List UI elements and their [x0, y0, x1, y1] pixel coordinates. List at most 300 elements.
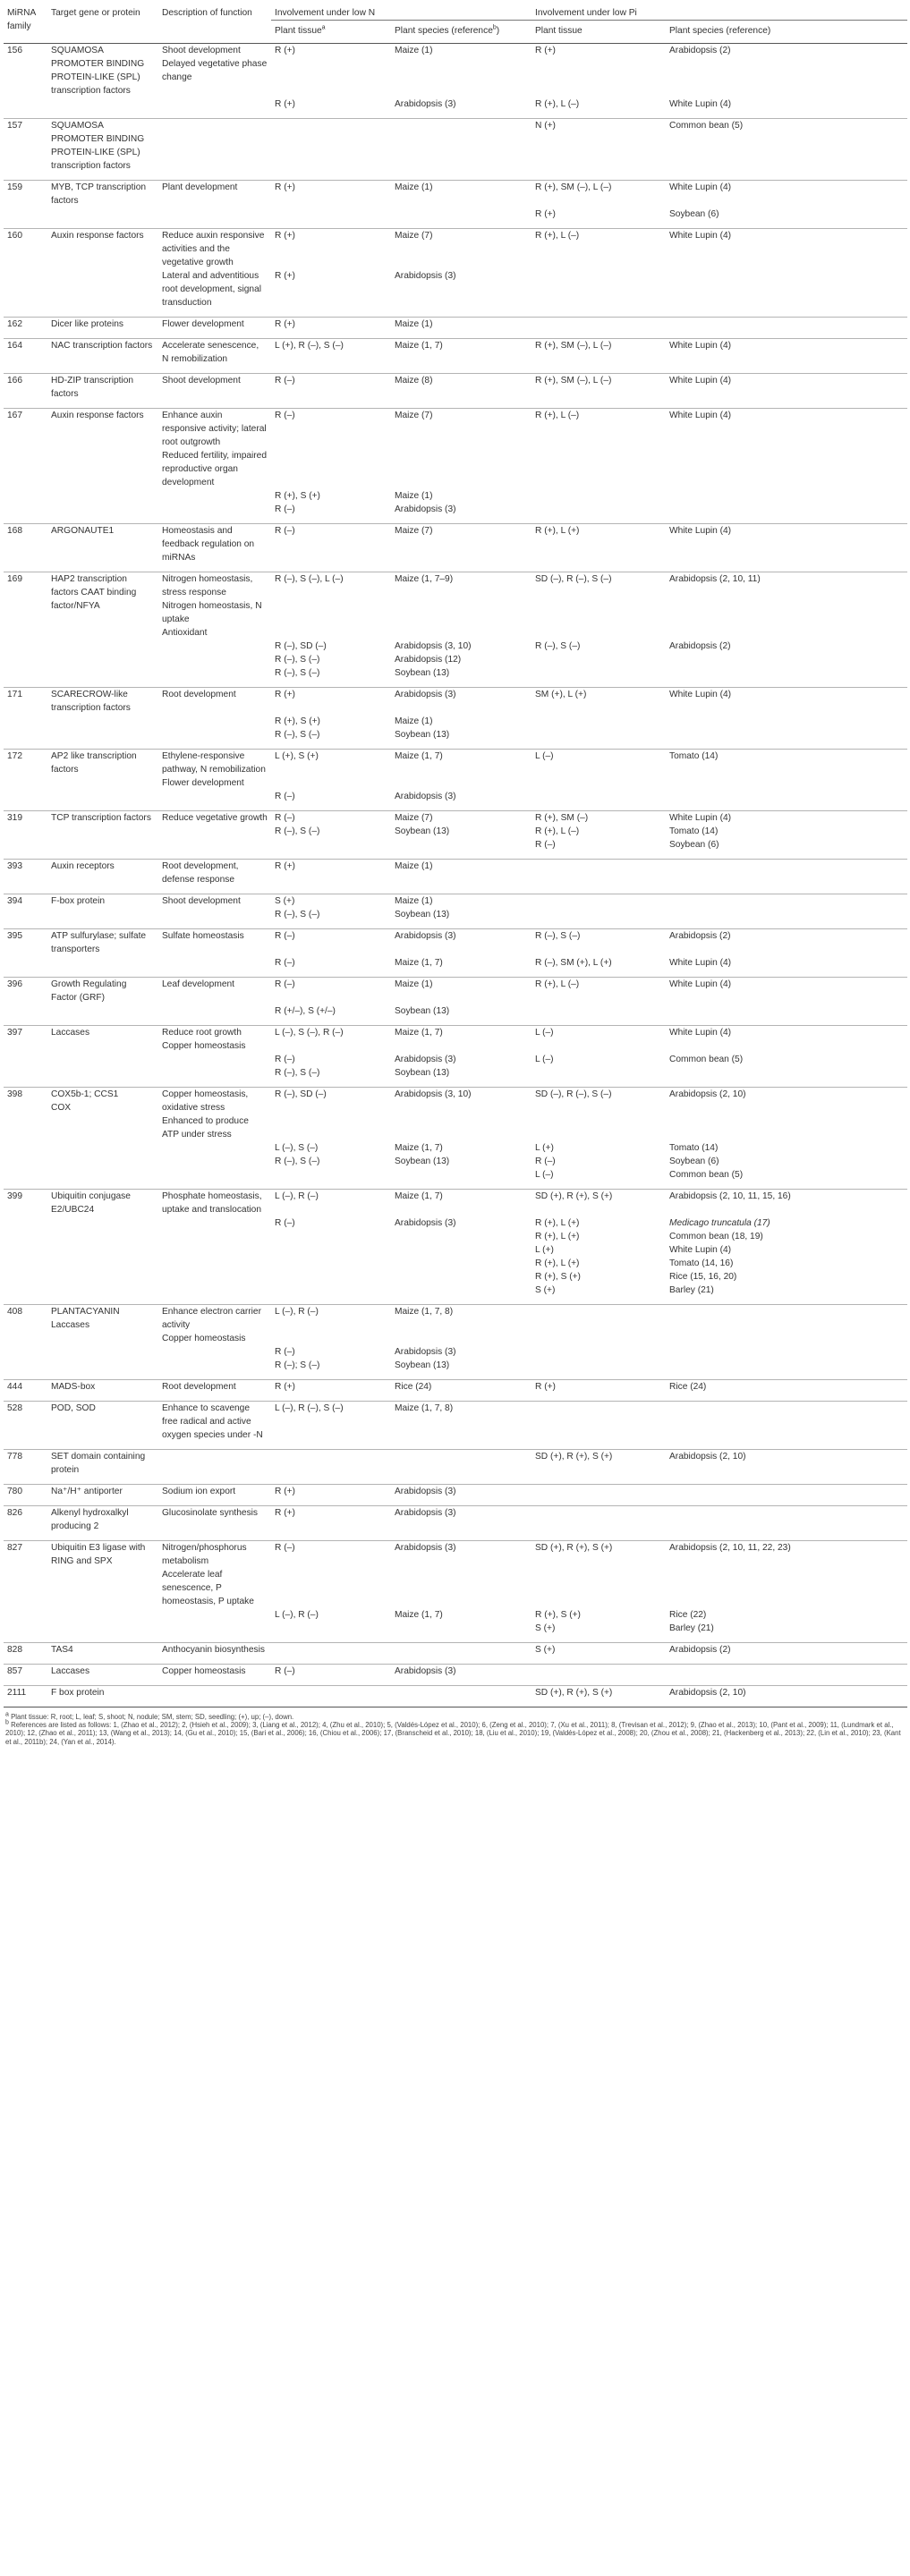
- target-cell: Na⁺/H⁺ antiporter: [47, 1485, 158, 1499]
- pi-tissue-cell: [532, 1345, 666, 1359]
- pi-species-cell: White Lupin (4): [669, 1245, 732, 1255]
- n-tissue-cell: R (+): [271, 1485, 391, 1499]
- target-cell: TCP transcription factors: [47, 811, 158, 826]
- mirna-family-cell: 168: [4, 524, 47, 565]
- pi-species-cell: White Lupin (4): [666, 339, 907, 367]
- pi-tissue-cell: L (+): [535, 1245, 554, 1255]
- pi-tissue-cell: R (+), SM (–), L (–): [532, 374, 666, 402]
- pi-tissue-cell: [532, 908, 666, 921]
- mirna-family-cell: 444: [4, 1380, 47, 1394]
- n-tissue-cell: R (–): [271, 1541, 391, 1609]
- pi-species-cell: White Lupin (4): [669, 958, 732, 968]
- mirna-family-cell: 157: [4, 119, 47, 174]
- mirna-family-cell: 2111: [4, 1686, 47, 1700]
- n-tissue-cell: R (+): [271, 181, 391, 208]
- n-tissue-cell: R (–), SD (–): [275, 641, 327, 651]
- description-cell: Root development, defense response: [158, 860, 271, 887]
- table-row: [4, 1359, 907, 1372]
- pi-tissue-cell: [532, 1665, 666, 1679]
- table-row: [4, 1485, 907, 1499]
- n-species-cell: Arabidopsis (3): [395, 1347, 456, 1357]
- mirna-family-cell: 528: [4, 1402, 47, 1443]
- row-spacer: [4, 1018, 907, 1026]
- table-row: [4, 1141, 907, 1155]
- target-cell: [47, 503, 158, 516]
- n-species-cell: [391, 1230, 532, 1243]
- target-cell: [47, 1230, 158, 1243]
- pi-tissue-cell: R (+), L (–): [532, 229, 666, 270]
- pi-tissue-cell: R (+), L (+): [532, 524, 666, 565]
- header-low-n: Involvement under low N: [271, 0, 532, 21]
- n-tissue-cell: R (–): [271, 1665, 391, 1679]
- mirna-family-cell: 397: [4, 1026, 47, 1054]
- target-cell: [47, 1257, 158, 1270]
- mirna-family-cell: 408: [4, 1305, 47, 1346]
- pi-species-cell: Arabidopsis (2): [669, 46, 731, 55]
- n-tissue-cell: R (+), S (+): [275, 491, 320, 501]
- table-row: [4, 318, 907, 332]
- target-cell: [47, 666, 158, 680]
- table-row: [4, 1190, 907, 1217]
- target-cell: [47, 1284, 158, 1297]
- n-tissue-cell: R (–): [271, 811, 391, 826]
- table-row: [4, 1506, 907, 1534]
- table-row: [4, 1686, 907, 1700]
- row-spacer: [4, 741, 907, 750]
- target-cell: Auxin receptors: [47, 860, 158, 887]
- n-species-cell: Soybean (13): [395, 1006, 450, 1016]
- n-species-cell: Arabidopsis (3): [395, 792, 456, 801]
- pi-species-cell: Arabidopsis (2, 10, 11): [666, 572, 907, 640]
- n-tissue-cell: R (–): [275, 792, 295, 801]
- target-cell: Dicer like proteins: [47, 318, 158, 332]
- description-cell: [158, 1257, 271, 1270]
- n-species-cell: Maize (1, 7): [395, 958, 443, 968]
- pi-species-cell: [666, 894, 907, 909]
- description-cell: Copper homeostasis: [158, 1665, 271, 1679]
- target-cell: Ubiquitin E3 ligase with RING and SPX: [47, 1541, 158, 1609]
- header-description: Description of function: [162, 8, 252, 18]
- description-cell: [158, 1450, 271, 1478]
- pi-tissue-cell: R (+), L (–): [532, 978, 666, 1005]
- target-cell: Alkenyl hydroxalkyl producing 2: [47, 1506, 158, 1534]
- mirna-family-cell: 857: [4, 1665, 47, 1679]
- n-species-cell: [391, 1686, 532, 1700]
- table-row: [4, 229, 907, 270]
- row-spacer: [4, 1678, 907, 1686]
- n-species-cell: Arabidopsis (3, 10): [395, 641, 472, 651]
- mirna-family-cell: 394: [4, 894, 47, 909]
- mirna-family-cell: [4, 1608, 47, 1622]
- target-cell: POD, SOD: [47, 1402, 158, 1443]
- description-cell: Leaf development: [158, 978, 271, 1005]
- pi-species-cell: [666, 1665, 907, 1679]
- n-tissue-cell: [271, 1284, 391, 1297]
- mirna-family-cell: 156: [7, 46, 22, 55]
- pi-species-cell: White Lupin (4): [666, 688, 907, 716]
- n-species-cell: Soybean (13): [395, 910, 450, 919]
- table-row: [4, 1345, 907, 1359]
- n-species-cell: Maize (1): [391, 978, 532, 1005]
- mirna-family-cell: [4, 1155, 47, 1168]
- row-spacer: [4, 331, 907, 339]
- description-cell: Shoot development: [158, 894, 271, 909]
- n-tissue-cell: R (–): [275, 1055, 295, 1064]
- mirna-family-cell: 162: [4, 318, 47, 332]
- mirna-family-cell: [4, 790, 47, 803]
- pi-species-cell: Soybean (6): [669, 840, 719, 850]
- pi-species-cell: White Lupin (4): [666, 181, 907, 208]
- pi-tissue-cell: [532, 653, 666, 666]
- n-species-cell: Arabidopsis (3): [391, 929, 532, 957]
- pi-species-cell: Tomato (14, 16): [669, 1258, 734, 1268]
- header-mirna-family: MiRNA family: [7, 8, 36, 31]
- footnote-b: $^b$ References are listed as follows: 1, (Zhao et al., 2012); 2, (Hsieh et al., 2009); 3, (Liang et al., 2012); 4, (Zhu et al., 2010); 5, (Valdés-López et al., 2010); 6, (Zeng et al., 2010); 7, (Xu et al., 2011); 8, (Trevisan et al., 2012); 9, (Zhao et al., 2013); 10, (Pant et al., 2009); 11, (Lundmark et al., 2010); 12, (Zhao et al., 2011); 13, (Wang et al., 2013); 14, (Gu et al., 2010); 15, (Bari et al., 2006); 16, (Chiou et al., 2006); 17, (Branscheid et al., 2010); 18, (Liu et al., 2010); 19, (Valdés-López et al., 2008); 20, (Zhou et al., 2008); 21, (Hackenberg et al., 2013); 22, (Lin et al., 2010); 23, (Kant et al., 2011b); 24, (Yan et al., 2014).: [5, 1719, 901, 1746]
- table-row: [4, 503, 907, 516]
- n-species-cell: Soybean (13): [395, 1068, 450, 1078]
- row-spacer: [4, 970, 907, 978]
- mirna-family-cell: 160: [4, 229, 47, 270]
- mirna-family-cell: [4, 97, 47, 111]
- table-row: [4, 860, 907, 887]
- description-cell: [158, 119, 271, 174]
- table-row: [4, 1088, 907, 1142]
- n-tissue-cell: R (–): [271, 929, 391, 957]
- pi-tissue-cell: SD (+), R (+), S (+): [532, 1190, 666, 1217]
- row-spacer: [4, 1657, 907, 1665]
- pi-tissue-cell: L (+): [535, 1143, 554, 1153]
- pi-species-cell: Rice (22): [669, 1610, 707, 1620]
- n-tissue-cell: S (+): [271, 894, 391, 909]
- target-cell: [47, 1141, 158, 1155]
- n-species-cell: Soybean (13): [395, 1360, 450, 1370]
- target-cell: MYB, TCP transcription factors: [47, 181, 158, 208]
- pi-tissue-cell: R (–): [535, 1157, 556, 1166]
- target-cell: Laccases: [47, 1026, 158, 1054]
- pi-species-cell: [666, 728, 907, 741]
- target-cell: Auxin response factors: [47, 229, 158, 270]
- n-tissue-cell: [271, 1243, 391, 1257]
- table-footnotes: [5, 1713, 905, 1746]
- footnote-a: $^a$ Plant tissue: R, root; L, leaf; S, shoot; N, nodule; SM, stem; SD, seedling; (+), up; (–), down.: [5, 1711, 294, 1721]
- mirna-family-cell: 167: [4, 409, 47, 490]
- mirna-family-cell: [4, 1345, 47, 1359]
- n-species-cell: Maize (1): [391, 894, 532, 909]
- pi-species-cell: [666, 318, 907, 332]
- target-cell: F-box protein: [47, 894, 158, 909]
- pi-species-cell: Common bean (5): [666, 119, 907, 174]
- row-spacer: [4, 921, 907, 929]
- n-tissue-cell: L (–), S (–), R (–): [271, 1026, 391, 1054]
- row-spacer: [4, 1182, 907, 1190]
- table-row: [4, 1450, 907, 1478]
- table-row: [4, 1004, 907, 1018]
- pi-tissue-cell: N (+): [532, 119, 666, 174]
- target-cell: [47, 1359, 158, 1372]
- n-species-cell: [391, 1643, 532, 1657]
- pi-tissue-cell: SD (–), R (–), S (–): [532, 572, 666, 640]
- pi-tissue-cell: L (–): [535, 1055, 554, 1064]
- table-row: [4, 1155, 907, 1168]
- n-species-cell: [391, 1450, 532, 1478]
- n-tissue-cell: R (–), S (–): [275, 730, 320, 740]
- pi-species-cell: Arabidopsis (2, 10, 11, 22, 23): [666, 1541, 907, 1609]
- table-row: [4, 572, 907, 640]
- n-species-cell: Maize (1): [391, 860, 532, 887]
- target-cell: [47, 956, 158, 970]
- n-tissue-cell: R (–): [271, 978, 391, 1005]
- pi-species-cell: [666, 1066, 907, 1080]
- target-cell: [47, 790, 158, 803]
- description-cell: Homeostasis and feedback regulation on miRNAs: [158, 524, 271, 565]
- pi-species-cell: White Lupin (4): [666, 978, 907, 1005]
- n-species-cell: Maize (7): [391, 409, 532, 490]
- mirna-family-cell: 778: [4, 1450, 47, 1478]
- n-tissue-cell: L (–), R (–), S (–): [271, 1402, 391, 1443]
- n-tissue-cell: R (–), S (–): [275, 826, 320, 836]
- header-pi-species: Plant species (reference): [669, 26, 771, 36]
- target-cell: Ubiquitin conjugase E2/UBC24: [47, 1190, 158, 1217]
- mirna-table: [4, 0, 907, 1707]
- target-cell: HD-ZIP transcription factors: [47, 374, 158, 402]
- table-row: [4, 1026, 907, 1054]
- n-species-cell: Maize (1): [391, 318, 532, 332]
- table-row: [4, 978, 907, 1005]
- table-row: [4, 838, 907, 852]
- mirna-family-cell: 164: [4, 339, 47, 367]
- n-tissue-cell: L (+), S (+): [271, 750, 391, 791]
- target-cell: [47, 1622, 158, 1635]
- description-cell: [158, 1622, 271, 1635]
- mirna-family-cell: 169: [4, 572, 47, 640]
- pi-tissue-cell: [532, 790, 666, 803]
- n-tissue-cell: [271, 208, 391, 221]
- description-cell: [158, 715, 271, 728]
- pi-tissue-cell: R (+), L (+): [535, 1232, 580, 1241]
- pi-species-cell: White Lupin (4): [669, 99, 732, 109]
- row-spacer: [4, 366, 907, 374]
- n-tissue-cell: [271, 838, 391, 852]
- pi-tissue-cell: R (+): [535, 209, 556, 219]
- n-species-cell: Arabidopsis (3, 10): [391, 1088, 532, 1142]
- pi-species-cell: [666, 790, 907, 803]
- pi-species-cell: Common bean (18, 19): [669, 1232, 763, 1241]
- description-cell: [158, 1608, 271, 1622]
- pi-tissue-cell: SD (+), R (+), S (+): [532, 1686, 666, 1700]
- table-row: [4, 1053, 907, 1066]
- target-cell: [47, 1345, 158, 1359]
- pi-species-cell: [666, 503, 907, 516]
- description-cell: Reduce auxin responsive activities and the vegetative growth: [158, 229, 271, 270]
- header-n-species: Plant species (reference$^b$): [395, 24, 500, 36]
- n-tissue-cell: R (+): [271, 318, 391, 332]
- pi-tissue-cell: [532, 1066, 666, 1080]
- n-species-cell: [391, 1284, 532, 1297]
- target-cell: [47, 1053, 158, 1066]
- pi-species-cell: Soybean (6): [669, 209, 719, 219]
- target-cell: [47, 640, 158, 653]
- row-spacer: [4, 173, 907, 181]
- pi-tissue-cell: R (+), S (+): [535, 1610, 581, 1620]
- pi-species-cell: [666, 715, 907, 728]
- description-cell: [158, 208, 271, 221]
- description-cell: [158, 1053, 271, 1066]
- n-tissue-cell: R (+): [275, 271, 295, 281]
- mirna-family-cell: 166: [4, 374, 47, 402]
- n-tissue-cell: L (–), R (–): [271, 1190, 391, 1217]
- mirna-family-cell: [4, 728, 47, 741]
- target-cell: [47, 1004, 158, 1018]
- target-cell: [47, 1216, 158, 1230]
- n-tissue-cell: R (–), S (–), L (–): [271, 572, 391, 640]
- table-row: [4, 489, 907, 503]
- table-row: [4, 44, 907, 98]
- table-row: [4, 1257, 907, 1270]
- mirna-family-cell: 399: [4, 1190, 47, 1217]
- header-pi-tissue: Plant tissue: [535, 26, 583, 36]
- target-cell: [47, 825, 158, 838]
- mirna-family-cell: [4, 1359, 47, 1372]
- pi-tissue-cell: L (–): [535, 1170, 554, 1180]
- pi-species-cell: Arabidopsis (2, 10, 11, 15, 16): [666, 1190, 907, 1217]
- n-species-cell: Maize (1, 7): [391, 339, 532, 367]
- description-cell: [158, 1270, 271, 1284]
- n-tissue-cell: L (+), R (–), S (–): [271, 339, 391, 367]
- description-cell: Accelerate senescence, N remobilization: [158, 339, 271, 367]
- pi-tissue-cell: R (+), SM (–), L (–): [532, 339, 666, 367]
- pi-tissue-cell: [532, 1485, 666, 1499]
- n-species-cell: Maize (1, 7): [391, 1190, 532, 1217]
- n-tissue-cell: [271, 1686, 391, 1700]
- table-row: [4, 929, 907, 957]
- pi-species-cell: [666, 1004, 907, 1018]
- row-spacer: [4, 1498, 907, 1506]
- pi-tissue-cell: [532, 269, 666, 309]
- pi-tissue-cell: R (–), S (–): [532, 929, 666, 957]
- row-spacer: [4, 111, 907, 119]
- description-cell: Enhance auxin responsive activity; lateral root outgrowth Reduced fertility, impaired reproductive organ development: [158, 409, 271, 490]
- table-row: [4, 894, 907, 909]
- pi-species-cell: [666, 1359, 907, 1372]
- table-row: [4, 1230, 907, 1243]
- pi-tissue-cell: R (–), S (–): [535, 641, 581, 651]
- pi-species-cell: Tomato (14): [666, 750, 907, 791]
- row-spacer: [4, 516, 907, 524]
- n-species-cell: Maize (7): [391, 229, 532, 270]
- target-cell: [47, 1270, 158, 1284]
- target-cell: [47, 208, 158, 221]
- target-cell: Laccases: [47, 1665, 158, 1679]
- n-tissue-cell: [271, 1270, 391, 1284]
- pi-species-cell: Common bean (5): [669, 1055, 744, 1064]
- header-target: Target gene or protein: [51, 8, 140, 18]
- n-species-cell: Maize (8): [391, 374, 532, 402]
- pi-species-cell: [666, 1305, 907, 1346]
- mirna-family-cell: [4, 908, 47, 921]
- pi-tissue-cell: [532, 715, 666, 728]
- pi-tissue-cell: [532, 318, 666, 332]
- target-cell: COX5b-1; CCS1 COX: [47, 1088, 158, 1142]
- n-tissue-cell: [271, 1230, 391, 1243]
- table-row: [4, 1243, 907, 1257]
- pi-species-cell: Common bean (5): [669, 1170, 744, 1180]
- n-tissue-cell: R (–): [271, 409, 391, 490]
- target-cell: [47, 1168, 158, 1182]
- pi-tissue-cell: R (+), S (+): [535, 1272, 581, 1282]
- description-cell: Lateral and adventitious root development, signal transduction: [162, 271, 261, 308]
- description-cell: Enhance electron carrier activity Copper homeostasis: [158, 1305, 271, 1346]
- mirna-family-cell: 393: [4, 860, 47, 887]
- mirna-family-cell: [4, 269, 47, 309]
- n-species-cell: Arabidopsis (3): [391, 1506, 532, 1534]
- target-cell: [47, 715, 158, 728]
- row-spacer: [4, 1477, 907, 1485]
- pi-species-cell: Medicago truncatula (17): [669, 1218, 770, 1228]
- description-cell: [158, 653, 271, 666]
- pi-tissue-cell: [532, 1004, 666, 1018]
- n-tissue-cell: R (–), S (–): [275, 910, 320, 919]
- n-species-cell: Arabidopsis (3): [395, 271, 456, 281]
- pi-tissue-cell: [532, 1359, 666, 1372]
- n-tissue-cell: R (+): [271, 688, 391, 716]
- n-species-cell: Arabidopsis (3): [395, 99, 456, 109]
- mirna-family-cell: [4, 1284, 47, 1297]
- n-tissue-cell: R (+): [271, 229, 391, 270]
- mirna-family-cell: 398: [4, 1088, 47, 1142]
- mirna-family-cell: 172: [4, 750, 47, 791]
- n-tissue-cell: R (+): [275, 99, 295, 109]
- pi-species-cell: White Lupin (4): [666, 374, 907, 402]
- pi-species-cell: White Lupin (4): [666, 409, 907, 490]
- row-spacer: [4, 221, 907, 229]
- pi-species-cell: Arabidopsis (2, 10): [666, 1450, 907, 1478]
- pi-tissue-cell: R (+): [535, 46, 556, 55]
- n-species-cell: Arabidopsis (3): [395, 1055, 456, 1064]
- row-spacer: [4, 1699, 907, 1707]
- mirna-family-cell: 319: [4, 811, 47, 826]
- table-row: [4, 811, 907, 826]
- pi-species-cell: White Lupin (4): [666, 229, 907, 270]
- description-cell: [158, 908, 271, 921]
- pi-tissue-cell: R (–): [535, 840, 556, 850]
- n-tissue-cell: [271, 1168, 391, 1182]
- description-cell: Sulfate homeostasis: [158, 929, 271, 957]
- pi-tissue-cell: [532, 1402, 666, 1443]
- mirna-family-cell: 396: [4, 978, 47, 1005]
- n-tissue-cell: R (–): [275, 958, 295, 968]
- n-tissue-cell: L (–), R (–): [271, 1305, 391, 1346]
- n-tissue-cell: R (–): [275, 1347, 295, 1357]
- pi-species-cell: [666, 269, 907, 309]
- table-row: [4, 1608, 907, 1622]
- n-species-cell: Maize (1): [395, 716, 433, 726]
- table-row: [4, 208, 907, 221]
- pi-tissue-cell: L (–): [532, 750, 666, 791]
- table-row: [4, 1066, 907, 1080]
- table-row: [4, 1380, 907, 1394]
- n-tissue-cell: [271, 1257, 391, 1270]
- mirna-family-cell: [4, 1230, 47, 1243]
- target-cell: NAC transcription factors: [47, 339, 158, 367]
- mirna-family-cell: [4, 1257, 47, 1270]
- table-row: [4, 715, 907, 728]
- pi-species-cell: [666, 1402, 907, 1443]
- mirna-family-cell: [4, 208, 47, 221]
- n-species-cell: Maize (1, 7): [395, 1610, 443, 1620]
- table-row: [4, 1216, 907, 1230]
- target-cell: SCARECROW-like transcription factors: [47, 688, 158, 716]
- n-tissue-cell: R (–), S (–): [275, 668, 320, 678]
